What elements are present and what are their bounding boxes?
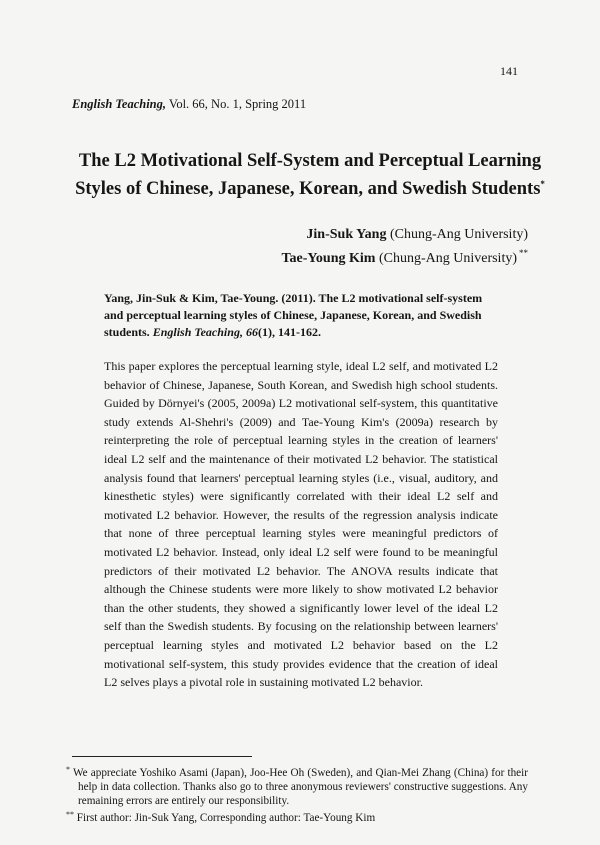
footnote-2 <box>66 808 528 826</box>
author-2 <box>281 244 528 268</box>
author-name: Tae-Young Kim <box>281 251 376 266</box>
citation-main: Yang, Jin-Suk & Kim, Tae-Young. (2011). The L2 motivational self-system and perceptual learning styles of Chinese, Japanese, Korean, and Swedish students. <box>104 291 483 339</box>
author-footnote-marker: ** <box>519 248 528 258</box>
title-footnote-marker: * <box>540 179 545 189</box>
paper-title <box>40 150 580 201</box>
footnote-text: We appreciate Yoshiko Asami (Japan), Joo-Hee Oh (Sweden), and Qian-Mei Zhang (China) for their help in data collection. Thanks also go to three anonymous reviewers' constructive suggestions. Any remaining errors are entirely our responsibility. <box>72 767 528 807</box>
footnote-marker: * <box>66 765 70 774</box>
author-affiliation: (Chung-Ang University) <box>389 227 528 242</box>
abstract: This paper explores the perceptual learning style, ideal L2 self, and motivated L2 behavior of Chinese, Japanese, South Korean, and Swedish high school students. Guided by Dörnyei's (2005, 2009a) L2 motivational self-system, this quantitative study extends Al-Shehri's (2009) and Tae-Young Kim's (2009a) research by reinterpreting the role of perceptual learning styles in the creation of learners' ideal L2 self and the maintenance of their motivated L2 behavior. The statistical analysis found that learners' perceptual learning styles (i.e., visual, auditory, and kinesthetic styles) were significantly correlated with their ideal L2 self and motivated L2 behavior. However, the results of the regression analysis indicate that none of three perceptual learning styles were meaningful predictors of motivated L2 behavior. Instead, only ideal L2 self were found to be meaningful predictors of their motivated L2 behavior. The ANOVA results indicate that although the Chinese students were more likely to show motivated L2 behavior than the other students, they showed a significantly lower level of the ideal L2 self than the Swedish students. By focusing on the relationship between learners' perceptual learning styles and motivated L2 behavior based on the L2 motivational self-system, this study provides evidence that the creation of ideal L2 selves plays a pivotal role in sustaining motivated L2 behavior. <box>104 359 498 690</box>
citation-issue-pages: (1), 141-162. <box>257 325 321 339</box>
journal-details: Vol. 66, No. 1, Spring 2011 <box>168 97 307 111</box>
author-1 <box>281 225 528 244</box>
footnotes <box>66 763 528 826</box>
citation <box>104 290 498 341</box>
footnote-text: First author: Jin-Suk Yang, Corresponding author: Tae-Young Kim <box>76 812 376 825</box>
footnote-divider <box>72 756 252 757</box>
author-affiliation: (Chung-Ang University) <box>378 251 517 266</box>
page-number: 141 <box>500 64 518 78</box>
footnote-1 <box>66 763 528 808</box>
footnote-marker: ** <box>66 810 74 820</box>
title-line-1: The L2 Motivational Self-System and Perceptual Learning <box>78 151 542 171</box>
citation-journal: English Teaching, 66 <box>152 325 258 339</box>
journal-header <box>72 97 306 112</box>
title-line-2: Styles of Chinese, Japanese, Korean, and Swedish Students* <box>75 179 545 199</box>
journal-name: English Teaching, <box>72 97 167 111</box>
author-block <box>281 225 528 268</box>
author-name: Jin-Suk Yang <box>306 227 387 242</box>
